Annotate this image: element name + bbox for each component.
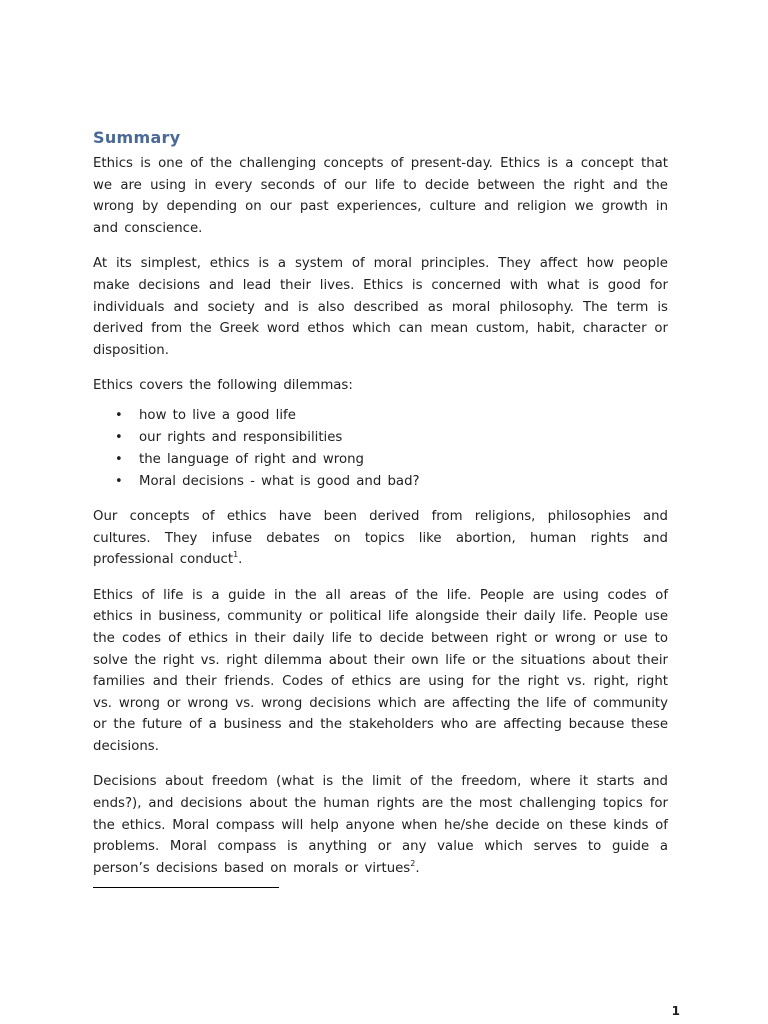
paragraph-definition: At its simplest, ethics is a system of moral principles. They affect how people make decisions and lead their lives. Ethics is concerned with what is good for individuals and society and is also described as moral philosophy. The term is derived from the Greek word ethos which can mean custom, habit, character or disposition. xyxy=(93,256,668,358)
paragraph-origins-text: Our concepts of ethics have been derived from religions, philosophies and cultures. They infuse debates on topics like abortion, human rights and professional conduct xyxy=(93,508,668,568)
bullet-icon: • xyxy=(115,407,123,423)
paragraph-moral-compass xyxy=(93,771,668,879)
footnote-separator xyxy=(93,887,279,888)
list-item xyxy=(93,405,668,427)
list-item-text: Moral decisions - what is good and bad? xyxy=(139,473,420,489)
page-number: 1 xyxy=(671,1004,680,1018)
list-item-text: our rights and responsibilities xyxy=(139,429,343,445)
bullet-icon: • xyxy=(115,473,123,489)
paragraph-intro: Ethics is one of the challenging concepts of present-day. Ethics is a concept that we are using in every seconds of our life to decide between the right and the wrong by depending on our past experiences, culture and religion we growth in and conscience. xyxy=(93,156,668,236)
paragraph-moral-compass-end: . xyxy=(415,860,420,876)
dilemmas-list xyxy=(93,405,668,493)
section-heading: Summary xyxy=(93,128,181,147)
paragraph-ethics-of-life: Ethics of life is a guide in the all areas of the life. People are using codes of ethics in business, community or political life alongside their daily life. People use the codes of ethics in their daily life to decide between right or wrong or use to solve the right vs. right dilemma about their own life or the situations about their families and their friends. Codes of ethics are using for the right vs. right, right vs. wrong or wrong vs. wrong decisions which are affecting the life of community or the future of a business and the stakeholders who are affecting because these decisions. xyxy=(93,587,668,754)
footnote-ref-2[interactable]: 2 xyxy=(410,858,416,868)
paragraph-dilemmas-intro: Ethics covers the following dilemmas: xyxy=(93,378,353,394)
list-item-text: how to live a good life xyxy=(139,407,296,423)
bullet-icon: • xyxy=(115,451,123,467)
document-body xyxy=(93,128,668,879)
paragraph-moral-compass-text: Decisions about freedom (what is the limit of the freedom, where it starts and ends?), and decisions about the human rights are the most challenging topics for the ethics. Moral compass will help anyone when he/she decide on these kinds of problems. Moral compass is anything or any value which serves to guide a person’s decisions based on morals or virtues xyxy=(93,774,668,876)
paragraph-origins xyxy=(93,506,668,571)
list-item xyxy=(93,427,668,449)
list-item xyxy=(93,449,668,471)
bullet-icon: • xyxy=(115,429,123,445)
footnote-ref-1[interactable]: 1 xyxy=(233,550,239,560)
list-item-text: the language of right and wrong xyxy=(139,451,364,467)
list-item xyxy=(93,471,668,493)
paragraph-origins-end: . xyxy=(238,552,243,568)
